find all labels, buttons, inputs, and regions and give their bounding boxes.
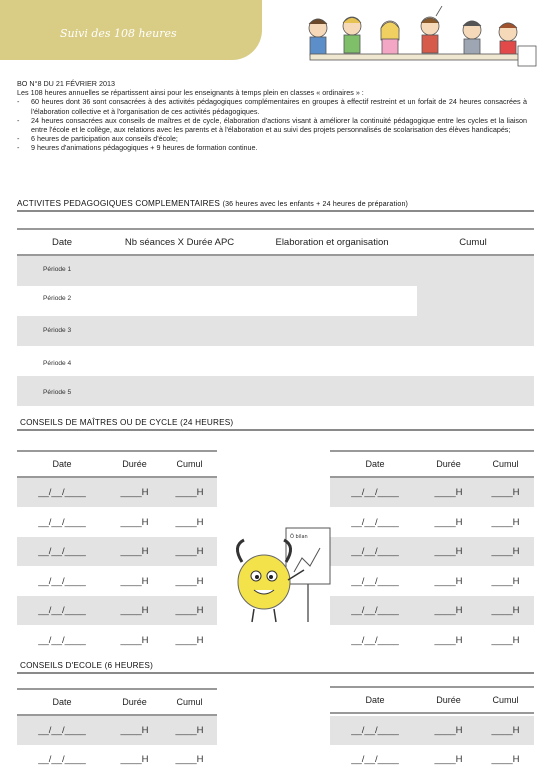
apc-table-header (17, 228, 534, 256)
table-row (417, 286, 534, 316)
duration-field[interactable]: ____H (434, 575, 463, 587)
cumul-field[interactable]: ____H (491, 725, 520, 736)
period-label: Période 5 (43, 389, 72, 396)
col-date: Date (51, 236, 73, 248)
duration-field[interactable]: ____H (434, 546, 463, 557)
duration-field[interactable]: ____H (120, 546, 149, 557)
table-row (17, 478, 217, 507)
table-row (330, 478, 534, 507)
ecole-divider (17, 672, 534, 674)
duration-field[interactable]: ____H (434, 487, 463, 498)
table-row (330, 626, 534, 655)
cumul-field[interactable]: ____H (175, 725, 204, 736)
table-row (17, 626, 217, 655)
date-field[interactable]: __/__/____ (351, 516, 399, 528)
cumul-field[interactable]: ____H (175, 575, 204, 587)
cumul-field[interactable]: ____H (175, 605, 204, 616)
date-field[interactable]: __/__/____ (38, 546, 86, 557)
cumul-field[interactable]: ____H (175, 516, 204, 528)
mascot-sign-text: Ô bilan (290, 534, 308, 540)
intro-bullet: - 60 heures dont 36 sont consacrées à des activités pédagogiques complémentaires en groupes à effectif restreint et un forfait de 24 heures consacrées à l'élaboration collective et à l'organisation de ces activités pédagogiques. (17, 97, 527, 116)
page-title: Suivi des 108 heures (60, 27, 177, 40)
table-row (17, 716, 217, 745)
intro-heading: BO N°8 DU 21 FÉVRIER 2013 (17, 79, 115, 88)
cumul-field[interactable]: ____H (491, 546, 520, 557)
date-field[interactable]: __/__/____ (38, 725, 86, 736)
period-label: Période 3 (43, 327, 72, 334)
col-elaboration: Elaboration et organisation (275, 236, 389, 248)
apc-table-body (17, 256, 534, 406)
date-field[interactable]: __/__/____ (351, 546, 399, 557)
cumul-field[interactable]: ____H (175, 546, 204, 557)
table-row (17, 316, 534, 346)
conseils-divider (17, 429, 534, 431)
date-field[interactable]: __/__/____ (351, 725, 399, 736)
ecole-left-header: Date Durée Cumul (17, 688, 217, 716)
date-field[interactable]: __/__/____ (351, 575, 399, 587)
table-row (330, 596, 534, 625)
cumul-field[interactable]: ____H (491, 516, 520, 528)
date-field[interactable]: __/__/____ (38, 575, 86, 587)
date-field[interactable]: __/__/____ (38, 605, 86, 616)
date-field[interactable]: __/__/____ (38, 516, 86, 528)
intro-lead: Les 108 heures annuelles se répartissent ainsi pour les enseignants à temps plein en classes « ordinaires » : (17, 88, 364, 98)
duration-field[interactable]: ____H (434, 516, 463, 528)
table-row (17, 376, 534, 406)
cumul-field[interactable]: ____H (491, 754, 520, 765)
col-cumul: Cumul (459, 236, 487, 248)
cumul-field[interactable]: ____H (491, 605, 520, 616)
duration-field[interactable]: ____H (120, 754, 149, 765)
cumul-field[interactable]: ____H (491, 634, 520, 646)
period-label: Période 1 (43, 266, 72, 273)
intro-text (17, 79, 527, 153)
ecole-section-title: CONSEILS D'ECOLE (6 HEURES) (20, 661, 153, 670)
date-field[interactable]: __/__/____ (351, 754, 399, 765)
apc-section-title: ACTIVITES PEDAGOGIQUES COMPLEMENTAIRES (36 heures avec les enfants + 24 heures de préparation) (17, 199, 409, 208)
duration-field[interactable]: ____H (120, 575, 149, 587)
mascot-illustration (224, 522, 334, 632)
table-row (330, 716, 534, 745)
cumul-field[interactable]: ____H (175, 634, 204, 646)
conseils-left-header: Date Durée Cumul (17, 450, 217, 478)
ecole-right-header: Date Durée Cumul (330, 686, 534, 714)
duration-field[interactable]: ____H (120, 516, 149, 528)
table-row (17, 596, 217, 625)
duration-field[interactable]: ____H (434, 725, 463, 736)
duration-field[interactable]: ____H (120, 605, 149, 616)
date-field[interactable]: __/__/____ (351, 634, 399, 646)
intro-bullet: - 9 heures d'animations pédagogiques + 9 heures de formation continue. (17, 143, 258, 153)
table-row (330, 567, 534, 596)
date-field[interactable]: __/__/____ (351, 605, 399, 616)
duration-field[interactable]: ____H (120, 725, 149, 736)
cumul-field[interactable]: ____H (175, 754, 204, 765)
table-row (330, 745, 534, 774)
cumul-field[interactable]: ____H (491, 487, 520, 498)
date-field[interactable]: __/__/____ (38, 754, 86, 765)
duration-field[interactable]: ____H (434, 605, 463, 616)
page-header (0, 0, 540, 70)
date-field[interactable]: __/__/____ (351, 487, 399, 498)
students-illustration (290, 6, 540, 70)
conseils-section-title: CONSEILS DE MAÎTRES OU DE CYCLE (24 HEURES) (20, 418, 234, 427)
duration-field[interactable]: ____H (434, 754, 463, 765)
table-row (17, 745, 217, 774)
cumul-field[interactable]: ____H (175, 487, 204, 498)
apc-divider (17, 210, 534, 212)
col-sessions: Nb séances X Durée APC (124, 236, 235, 248)
cumul-field[interactable]: ____H (491, 575, 520, 587)
table-row (17, 508, 217, 537)
duration-field[interactable]: ____H (434, 634, 463, 646)
table-row (17, 567, 217, 596)
duration-field[interactable]: ____H (120, 634, 149, 646)
conseils-right-header: Date Durée Cumul (330, 450, 534, 478)
intro-bullet: - 6 heures de participation aux conseils d'école; (17, 134, 178, 144)
table-row (330, 508, 534, 537)
table-row (17, 537, 217, 566)
date-field[interactable]: __/__/____ (38, 634, 86, 646)
period-label: Période 2 (43, 295, 72, 302)
duration-field[interactable]: ____H (120, 487, 149, 498)
date-field[interactable]: __/__/____ (38, 487, 86, 498)
table-row (330, 537, 534, 566)
intro-bullet: - 24 heures consacrées aux conseils de maîtres et de cycle, élaboration d'actions visant à améliorer la continuité pédagogique entre les cycles et la liaison entre l'école et le collège, aux relations avec les parents et à l'élaboration et au suivi des projets personnalisés de scolarisation des élèves handicapés; (17, 115, 527, 135)
table-row (17, 256, 534, 286)
period-label: Période 4 (43, 360, 72, 367)
